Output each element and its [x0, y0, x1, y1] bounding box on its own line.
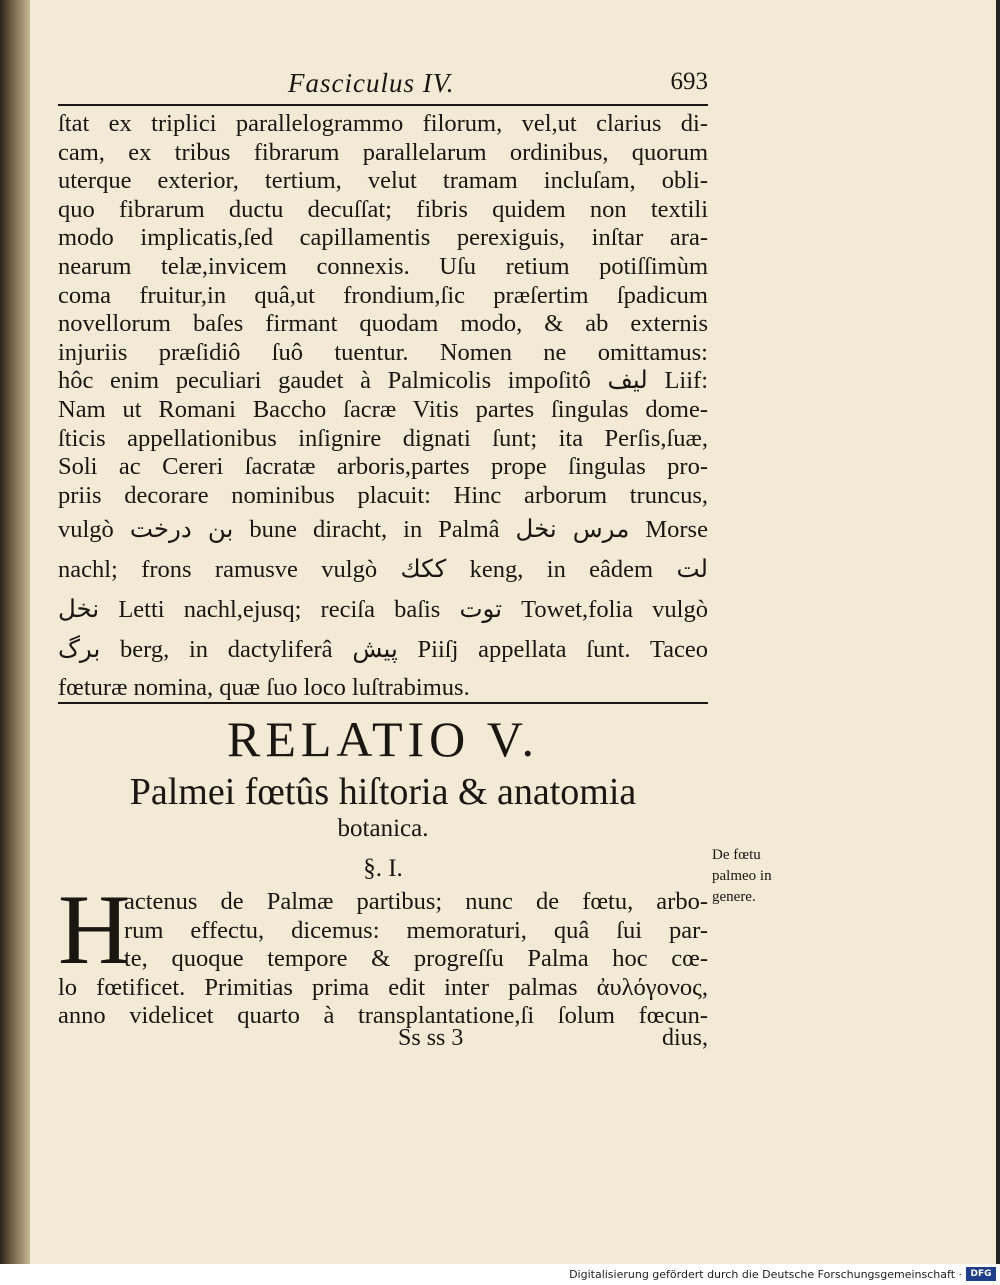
- text-line: cam, ex tribus fibrarum parallelarum ordinibus, quorum: [58, 138, 708, 166]
- drop-capital: H: [58, 874, 131, 985]
- marginal-note-line: genere.: [712, 889, 756, 905]
- running-header: [58, 68, 708, 104]
- section-number: §. I.: [363, 855, 403, 882]
- text-line: rum effectu, dicemus: memoraturi, quâ ſui par-: [124, 916, 708, 944]
- text-line: anno videlicet quarto à transplantatione,ſi ſolum fœcun-: [58, 1002, 708, 1030]
- text-line: modo implicatis,ſed capillamentis perexiguis, inſtar ara-: [58, 224, 708, 252]
- text-line: برگ berg, in dactyliferâ پيش Piiſj appellata ſunt. Taceo: [58, 636, 708, 664]
- text-line: نخل Letti nachl,ejusq; reciſa baſis توت Towet,folia vulgò: [58, 596, 708, 624]
- text-line: Soli ac Cereri ſacratæ arboris,partes prope ſingulas pro-: [58, 453, 708, 481]
- signature-mark: Ss ss 3: [398, 1025, 464, 1051]
- text-line: quo fibrarum ductu decuſſat; fibris quidem non textili: [58, 195, 708, 223]
- signature-line: [58, 1025, 708, 1055]
- text-line: vulgò بن درخت bune diracht, in Palmâ مرس نخل Morse: [58, 516, 708, 544]
- relatio-heading: RELATIO V.: [226, 711, 540, 767]
- text-line: priis decorare nominibus placuit: Hinc arborum truncus,: [58, 481, 708, 509]
- text-line: nachl; frons ramusve vulgò ككك keng, in eâdem لت: [58, 556, 708, 584]
- body-text: [58, 110, 708, 706]
- text-line: nearum telæ,invicem connexis. Uſu retium potiſſimùm: [58, 252, 708, 280]
- text-line: ſticis appellationibus inſignire dignati ſunt; ita Perſis,ſuæ,: [58, 424, 708, 452]
- digitization-footer: [0, 1264, 1000, 1285]
- text-line: injuriis præſidiô ſuô tuentur. Nomen ne omittamus:: [58, 338, 708, 366]
- marginal-note-line: De fœtu: [712, 847, 761, 863]
- text-line: fœturæ nomina, quæ ſuo loco luſtrabimus.: [58, 674, 470, 702]
- text-line: hôc enim peculiari gaudet à Palmicolis impoſitô ليف Liif:: [58, 367, 708, 395]
- text-line: actenus de Palmæ partibus; nunc de fœtu, arbo-: [124, 888, 708, 915]
- marginal-note-line: palmeo in: [712, 868, 772, 884]
- funding-note: Digitalisierung gefördert durch die Deutsche Forschungsgemeinschaft ·: [569, 1268, 962, 1281]
- text-line: Nam ut Romani Baccho ſacræ Vitis partes ſingulas dome-: [58, 395, 708, 423]
- relatio-subtitle: Palmei fœtûs hiſtoria & anatomia: [129, 771, 637, 813]
- text-line: te, quoque tempore & progreſſu Palma hoc cœ-: [124, 945, 708, 973]
- text-line: ſtat ex triplici parallelogrammo filorum, vel,ut clarius di-: [58, 110, 708, 137]
- running-title: Fasciculus IV.: [288, 68, 455, 98]
- text-line: novellorum baſes firmant quodam modo, & ab externis: [58, 310, 708, 338]
- text-line: lo fœtificet. Primitias prima edit inter palmas ἀυλόγονος,: [58, 973, 708, 1001]
- section-paragraph: [58, 888, 708, 1031]
- page-number: 693: [670, 68, 708, 95]
- book-spine-edge: [0, 0, 30, 1264]
- text-line: coma fruitur,in quâ,ut frondium,ſic præſertim ſpadicum: [58, 281, 708, 309]
- marginal-note: [712, 845, 822, 908]
- header-rule: [58, 104, 708, 106]
- text-line: uterque exterior, tertium, velut tramam incluſam, obli-: [58, 167, 708, 195]
- relatio-subtitle-continued: botanica.: [337, 815, 429, 842]
- dfg-logo: DFG: [966, 1267, 996, 1281]
- section-rule: [58, 702, 708, 704]
- catchword: dius,: [661, 1025, 708, 1051]
- right-border: [996, 0, 1000, 1264]
